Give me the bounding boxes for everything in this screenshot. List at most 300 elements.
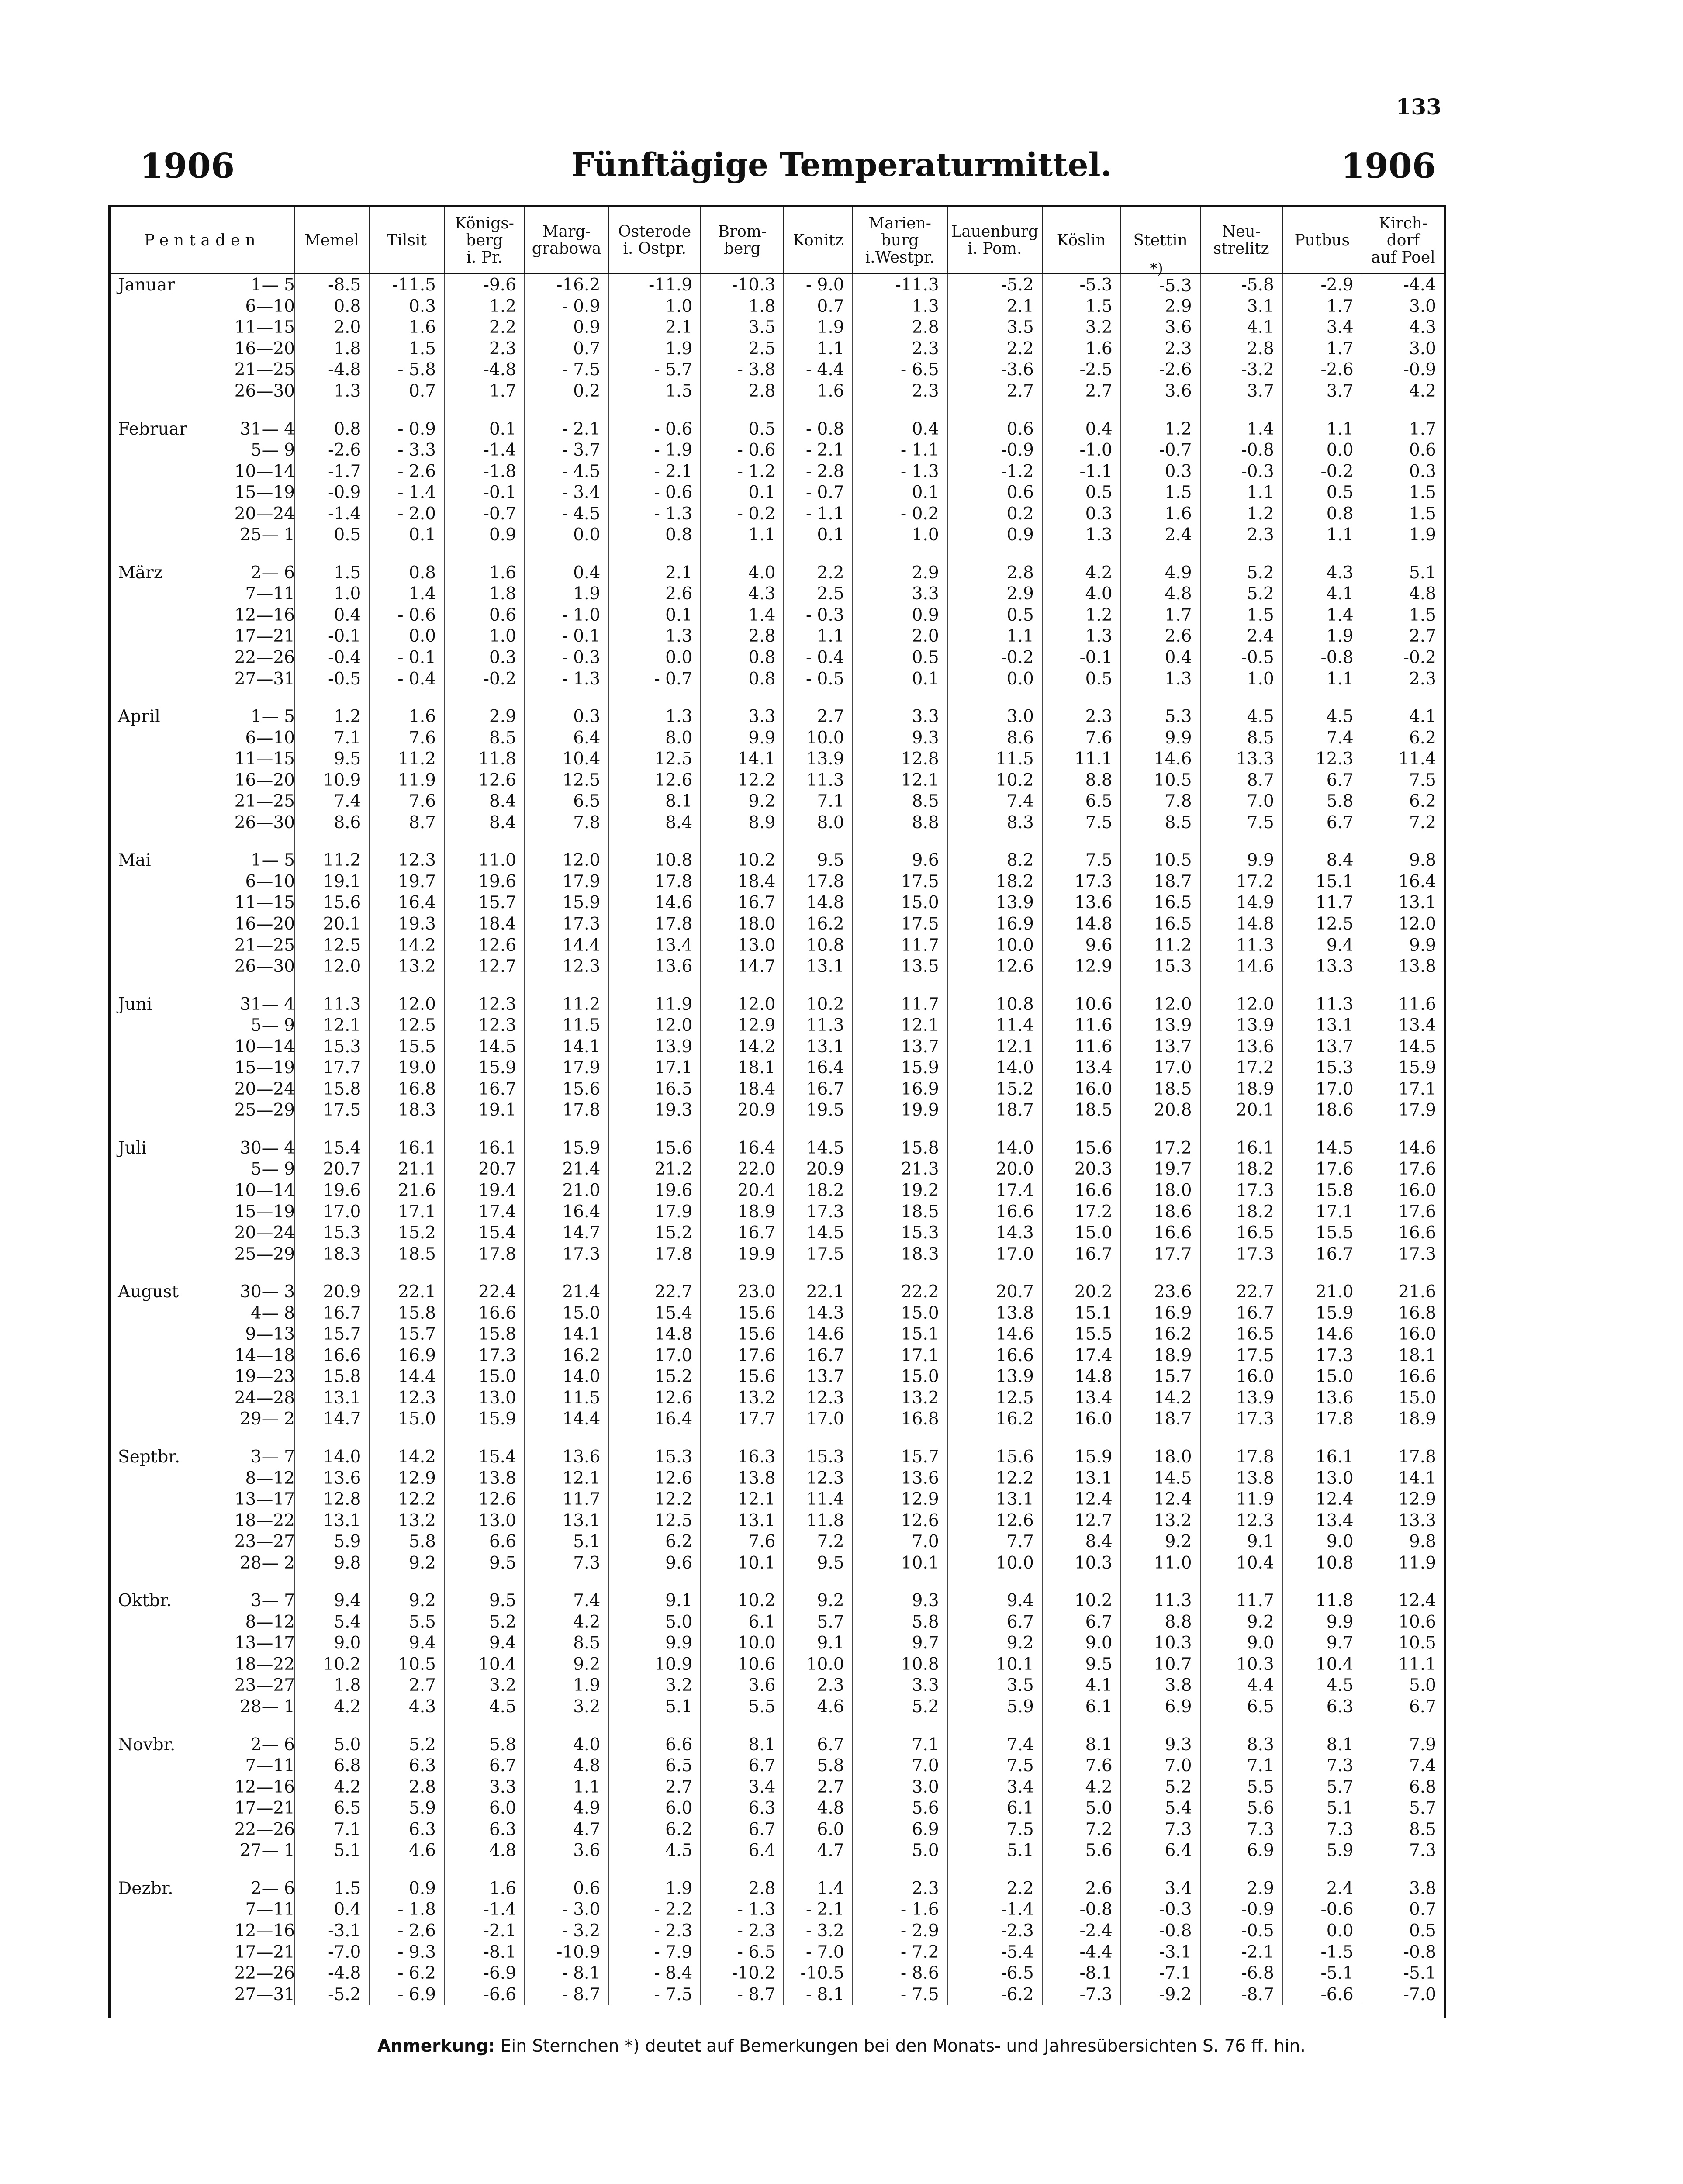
temperature-cell: -1.7 [294,461,370,482]
temperature-cell: 2.7 [608,1776,701,1798]
temperature-cell: -4.8 [294,1963,370,1984]
column-header: Königs- berg i. Pr. [444,207,525,274]
spacer-cell [1282,833,1362,850]
spacer-cell [853,1861,947,1878]
temperature-cell: 6.7 [701,1819,784,1840]
temperature-cell: -2.5 [1042,359,1121,381]
temperature-cell: 1.3 [1042,626,1121,647]
spacer-cell [1362,833,1444,850]
temperature-cell: -1.8 [444,461,525,482]
spacer-cell [111,1121,294,1137]
temperature-cell: 15.7 [444,892,525,914]
temperature-cell: 3.0 [947,706,1042,727]
temperature-cell: - 2.1 [525,418,608,440]
temperature-cell: 6.7 [1042,1611,1121,1633]
spacer-cell [294,1121,370,1137]
temperature-cell: 13.2 [369,956,444,977]
temperature-cell: - 0.7 [784,482,852,503]
temperature-cell: 12.6 [947,1510,1042,1531]
temperature-cell: 11.5 [947,748,1042,770]
pentad-range: 13—17 [234,1633,295,1653]
pentad-label [111,1696,294,1717]
temperature-cell: 6.3 [369,1819,444,1840]
temperature-cell: 23.0 [701,1281,784,1303]
temperature-cell: 15.0 [853,1303,947,1324]
spacer-cell [784,1717,852,1734]
temperature-cell: 12.3 [784,1468,852,1489]
temperature-cell: 15.9 [1042,1446,1121,1468]
pentad-range: 15—19 [234,1058,295,1078]
temperature-cell: 14.3 [947,1222,1042,1244]
temperature-cell: 5.0 [608,1611,701,1633]
temperature-cell: 12.2 [947,1468,1042,1489]
temperature-cell: 0.4 [525,562,608,584]
table-row [111,1015,1444,1036]
temperature-cell: 18.2 [947,871,1042,892]
temperature-cell: 1.9 [608,1878,701,1899]
temperature-cell: 7.1 [853,1734,947,1755]
temperature-cell: -2.1 [1200,1942,1282,1963]
pentad-range: 11—15 [234,749,295,769]
spacer-cell [1200,546,1282,562]
temperature-cell: 12.5 [525,770,608,791]
temperature-cell: 12.4 [1362,1590,1444,1612]
temperature-cell: 13.0 [1282,1468,1362,1489]
temperature-cell: 12.9 [1362,1489,1444,1510]
temperature-cell: 15.0 [853,1366,947,1388]
temperature-cell: 18.5 [853,1201,947,1223]
temperature-cell: 3.6 [525,1840,608,1862]
temperature-cell: 3.3 [853,584,947,605]
temperature-cell: 0.5 [853,647,947,668]
pentad-label [111,1244,294,1265]
temperature-cell: -1.4 [444,439,525,461]
temperature-cell: 10.0 [784,727,852,749]
temperature-cell: 0.9 [369,1878,444,1899]
pentad-range: 11—15 [234,318,295,338]
temperature-cell: 12.0 [294,956,370,977]
temperature-cell: 12.4 [1282,1489,1362,1510]
spacer-cell [111,402,294,418]
temperature-cell: 18.4 [701,871,784,892]
temperature-cell: 7.5 [1362,770,1444,791]
temperature-cell: 17.8 [1282,1409,1362,1430]
temperature-cell: 14.4 [525,1409,608,1430]
temperature-cell: 13.9 [1200,1387,1282,1409]
temperature-cell: 8.5 [1362,1819,1444,1840]
temperature-cell: 17.0 [947,1244,1042,1265]
table-row [111,1819,1444,1840]
temperature-cell: 16.8 [1362,1303,1444,1324]
month-separator [111,1430,1444,1446]
temperature-cell: 18.5 [369,1244,444,1265]
temperature-cell: 11.3 [784,1015,852,1036]
temperature-cell: - 0.3 [525,647,608,668]
temperature-cell: - 1.3 [608,503,701,525]
temperature-cell: 15.0 [853,892,947,914]
temperature-cell: 6.2 [608,1531,701,1552]
spacer-cell [1362,546,1444,562]
spacer-cell [784,1265,852,1281]
temperature-cell: 17.6 [701,1345,784,1366]
month-label: März [118,563,163,583]
temperature-cell: 16.9 [853,1078,947,1100]
spacer-cell [294,1717,370,1734]
temperature-cell: 13.8 [947,1303,1042,1324]
temperature-cell: 20.0 [947,1159,1042,1180]
spacer-cell [1042,402,1121,418]
pentad-label [111,1552,294,1574]
spacer-cell [1121,1574,1200,1590]
pentad-label [111,359,294,381]
spacer-cell [1042,977,1121,994]
temperature-cell: 1.4 [784,1878,852,1899]
temperature-cell: 11.7 [1200,1590,1282,1612]
temperature-cell: 6.7 [784,1734,852,1755]
pentad-label [111,1590,294,1612]
temperature-cell: 12.6 [608,1387,701,1409]
pentad-label [111,439,294,461]
temperature-cell: -0.9 [1362,359,1444,381]
temperature-cell: 16.6 [444,1303,525,1324]
footnote-label: Anmerkung: [377,2036,495,2056]
temperature-cell: 10.1 [701,1552,784,1574]
temperature-cell: 1.7 [444,380,525,402]
footnote [0,2036,1683,2056]
temperature-cell: 14.4 [369,1366,444,1388]
temperature-cell: 4.2 [294,1776,370,1798]
column-header: Stettin [1121,207,1200,274]
temperature-cell: 0.2 [525,380,608,402]
temperature-cell: 17.8 [1362,1446,1444,1468]
temperature-cell: 7.6 [369,727,444,749]
temperature-cell: 3.7 [1200,380,1282,402]
temperature-cell: 4.5 [1282,1675,1362,1697]
temperature-cell: 17.0 [608,1345,701,1366]
temperature-cell: 16.6 [294,1345,370,1366]
temperature-cell: - 2.2 [608,1899,701,1921]
temperature-cell: 1.9 [1362,524,1444,546]
temperature-cell: 0.7 [1362,1899,1444,1921]
pentad-label [111,1281,294,1303]
spacer-cell [784,546,852,562]
temperature-cell: - 8.1 [784,1984,852,2005]
temperature-cell: 17.3 [1042,871,1121,892]
temperature-cell: 5.4 [294,1611,370,1633]
spacer-cell [784,1574,852,1590]
pentad-label [111,1984,294,2005]
temperature-cell: 19.4 [444,1180,525,1201]
temperature-cell: - 2.6 [369,461,444,482]
temperature-cell: 0.8 [701,668,784,690]
temperature-cell: 1.2 [1042,605,1121,626]
spacer-cell [294,402,370,418]
temperature-cell: 12.6 [444,770,525,791]
temperature-cell: 22.0 [701,1159,784,1180]
pentad-range: 31— 4 [240,419,295,439]
table-row [111,524,1444,546]
temperature-cell: 16.7 [1282,1244,1362,1265]
spacer-cell [111,689,294,706]
pentad-range: 1— 5 [250,707,295,727]
temperature-cell: 17.1 [608,1057,701,1079]
temperature-cell: 1.2 [1200,503,1282,525]
temperature-cell: 14.5 [1121,1468,1200,1489]
temperature-cell: 9.5 [1042,1654,1121,1675]
temperature-cell: 16.6 [947,1345,1042,1366]
temperature-cell: -11.5 [369,274,444,296]
temperature-cell: 0.0 [1282,1920,1362,1942]
temperature-cell: 9.5 [784,1552,852,1574]
temperature-cell: 6.4 [1121,1840,1200,1862]
spacer-cell [369,1430,444,1446]
temperature-cell: 12.4 [1121,1489,1200,1510]
temperature-cell: 10.9 [294,770,370,791]
temperature-cell: 10.8 [947,994,1042,1015]
spacer-cell [1200,1574,1282,1590]
pentad-label [111,812,294,833]
temperature-cell: -2.4 [1042,1920,1121,1942]
temperature-cell: 13.2 [369,1510,444,1531]
pentad-range: 20—24 [234,1223,295,1243]
pentad-label [111,1942,294,1963]
temperature-cell: 1.6 [369,317,444,339]
temperature-cell: 16.7 [1042,1244,1121,1265]
temperature-cell: 7.6 [1042,727,1121,749]
temperature-cell: -5.1 [1282,1963,1362,1984]
pentad-range: 17—21 [234,626,295,646]
temperature-cell: -7.3 [1042,1984,1121,2005]
temperature-cell: 7.8 [1121,791,1200,812]
temperature-cell: 11.5 [525,1387,608,1409]
temperature-cell: - 2.1 [784,439,852,461]
temperature-cell: 0.8 [608,524,701,546]
temperature-cell: -5.2 [294,1984,370,2005]
table-row [111,584,1444,605]
temperature-cell: 10.8 [608,850,701,871]
temperature-cell: 6.7 [1282,770,1362,791]
temperature-cell: 11.0 [1121,1552,1200,1574]
temperature-cell: 0.1 [784,524,852,546]
temperature-cell: 11.3 [784,770,852,791]
temperature-cell: 0.4 [1042,418,1121,440]
temperature-cell: 1.1 [701,524,784,546]
temperature-cell: 1.9 [525,584,608,605]
temperature-cell: 6.9 [853,1819,947,1840]
table-row [111,1531,1444,1552]
temperature-cell: - 0.6 [701,439,784,461]
temperature-cell: 2.3 [853,338,947,359]
temperature-cell: 7.5 [947,1755,1042,1776]
temperature-cell: 5.0 [1362,1675,1444,1697]
temperature-cell: 9.7 [1282,1633,1362,1654]
pentad-range: 13—17 [234,1489,295,1510]
temperature-cell: 16.5 [1121,892,1200,914]
temperature-cell: -4.8 [294,359,370,381]
temperature-cell: 15.9 [1282,1303,1362,1324]
temperature-cell: 18.0 [701,913,784,935]
temperature-cell: 13.1 [701,1510,784,1531]
month-label: August [118,1282,179,1302]
temperature-cell: 0.9 [947,524,1042,546]
spacer-cell [294,546,370,562]
temperature-cell: 7.0 [853,1531,947,1552]
temperature-cell: 13.4 [1282,1510,1362,1531]
temperature-cell: 21.0 [1282,1281,1362,1303]
temperature-cell: 6.8 [294,1755,370,1776]
pentad-label [111,1489,294,1510]
pentad-range: 26—30 [234,812,295,833]
spacer-cell [369,977,444,994]
temperature-cell: 9.4 [369,1633,444,1654]
temperature-cell: 5.1 [947,1840,1042,1862]
temperature-cell: 13.6 [294,1468,370,1489]
temperature-cell: 17.0 [1121,1057,1200,1079]
spacer-cell [947,1574,1042,1590]
temperature-cell: 6.5 [1200,1696,1282,1717]
pentad-label [111,1819,294,1840]
pentad-label [111,1222,294,1244]
spacer-cell [701,1265,784,1281]
temperature-cell: 0.5 [947,605,1042,626]
spacer-cell [701,1574,784,1590]
temperature-cell: 22.1 [784,1281,852,1303]
temperature-cell: 14.2 [701,1036,784,1057]
temperature-cell: 9.2 [784,1590,852,1612]
temperature-cell: 3.3 [701,706,784,727]
temperature-cell: 9.9 [1362,935,1444,956]
temperature-cell: 15.4 [444,1446,525,1468]
temperature-cell: 19.7 [369,871,444,892]
temperature-cell: 14.8 [1042,1366,1121,1388]
temperature-cell: 15.0 [525,1303,608,1324]
temperature-cell: 6.7 [444,1755,525,1776]
temperature-cell: 12.0 [1121,994,1200,1015]
spacer-cell [294,977,370,994]
temperature-cell: 9.5 [784,850,852,871]
spacer-cell [1042,1717,1121,1734]
temperature-cell: 5.2 [1121,1776,1200,1798]
pentad-range: 7—11 [245,1756,295,1776]
temperature-cell: 14.0 [294,1446,370,1468]
temperature-cell: 1.1 [1282,524,1362,546]
spacer-cell [1121,1861,1200,1878]
spacer-cell [784,833,852,850]
temperature-cell: 2.9 [1200,1878,1282,1899]
pentad-label [111,1446,294,1468]
temperature-cell: 12.6 [853,1510,947,1531]
temperature-cell: 2.2 [444,317,525,339]
temperature-cell: 1.3 [1121,668,1200,690]
temperature-cell: -3.1 [1121,1942,1200,1963]
temperature-cell: - 6.2 [369,1963,444,1984]
temperature-cell: 15.6 [608,1137,701,1159]
temperature-cell: 2.2 [947,1878,1042,1899]
temperature-cell: 12.4 [1042,1489,1121,1510]
temperature-cell: 2.1 [608,562,701,584]
temperature-cell: 0.1 [701,482,784,503]
pentad-label [111,850,294,871]
temperature-cell: 9.1 [608,1590,701,1612]
pentad-range: 10—14 [234,461,295,481]
temperature-cell: -0.8 [1282,647,1362,668]
temperature-cell: 11.3 [294,994,370,1015]
spacer-cell [608,1574,701,1590]
pentad-range: 6—10 [245,296,295,316]
temperature-cell: 5.0 [294,1734,370,1755]
temperature-cell: - 4.5 [525,503,608,525]
temperature-value: -5.3 [1159,276,1192,296]
temperature-cell: 3.4 [1121,1878,1200,1899]
table-row [111,1281,1444,1303]
temperature-cell: 9.7 [853,1633,947,1654]
pentad-range: 26—30 [234,957,295,977]
table-row [111,1942,1444,1963]
temperature-cell: 3.3 [444,1776,525,1798]
temperature-cell: -2.6 [1121,359,1200,381]
spacer-cell [444,1121,525,1137]
spacer-cell [525,833,608,850]
temperature-cell: 2.3 [853,380,947,402]
temperature-cell: 6.4 [701,1840,784,1862]
temperature-cell: 1.0 [294,584,370,605]
pentad-label [111,1100,294,1121]
temperature-cell: 12.8 [294,1489,370,1510]
pentad-label [111,1345,294,1366]
pentad-label [111,1531,294,1552]
temperature-cell: 13.0 [444,1387,525,1409]
temperature-cell: 4.8 [525,1755,608,1776]
temperature-cell: 15.0 [1362,1387,1444,1409]
pentad-label [111,892,294,914]
temperature-cell [1121,260,1200,296]
pentad-range: 1— 5 [250,275,295,295]
temperature-cell: 15.3 [294,1222,370,1244]
temperature-cell: 13.2 [701,1387,784,1409]
temperature-cell: 13.0 [444,1510,525,1531]
pentad-range: 21—25 [234,791,295,812]
temperature-cell: 19.6 [608,1180,701,1201]
temperature-cell: 16.5 [1200,1324,1282,1345]
spacer-cell [444,1265,525,1281]
temperature-cell: 13.6 [1200,1036,1282,1057]
column-header: Marien- burg i.Westpr. [853,207,947,274]
spacer-cell [294,833,370,850]
temperature-cell: 17.9 [1362,1100,1444,1121]
temperature-cell: -16.2 [525,274,608,296]
temperature-cell: 12.7 [1042,1510,1121,1531]
temperature-cell: 18.7 [947,1100,1042,1121]
temperature-cell: 5.9 [1282,1840,1362,1862]
temperature-cell: 2.2 [784,562,852,584]
temperature-cell: 14.8 [608,1324,701,1345]
temperature-cell: 7.3 [1362,1840,1444,1862]
spacer-cell [608,402,701,418]
temperature-cell: 6.7 [1362,1696,1444,1717]
temperature-cell: 12.1 [525,1468,608,1489]
pentad-range: 23—27 [234,1532,295,1552]
spacer-cell [444,1574,525,1590]
pentad-range: 22—26 [234,1819,295,1839]
temperature-cell: 16.0 [1042,1409,1121,1430]
month-label: Oktbr. [118,1591,172,1611]
column-header: Neu- strelitz [1200,207,1282,274]
temperature-cell: - 0.1 [369,647,444,668]
temperature-cell: 10.2 [1042,1590,1121,1612]
spacer-cell [1362,1121,1444,1137]
temperature-cell: 16.9 [1121,1303,1200,1324]
temperature-cell: 1.5 [1362,482,1444,503]
